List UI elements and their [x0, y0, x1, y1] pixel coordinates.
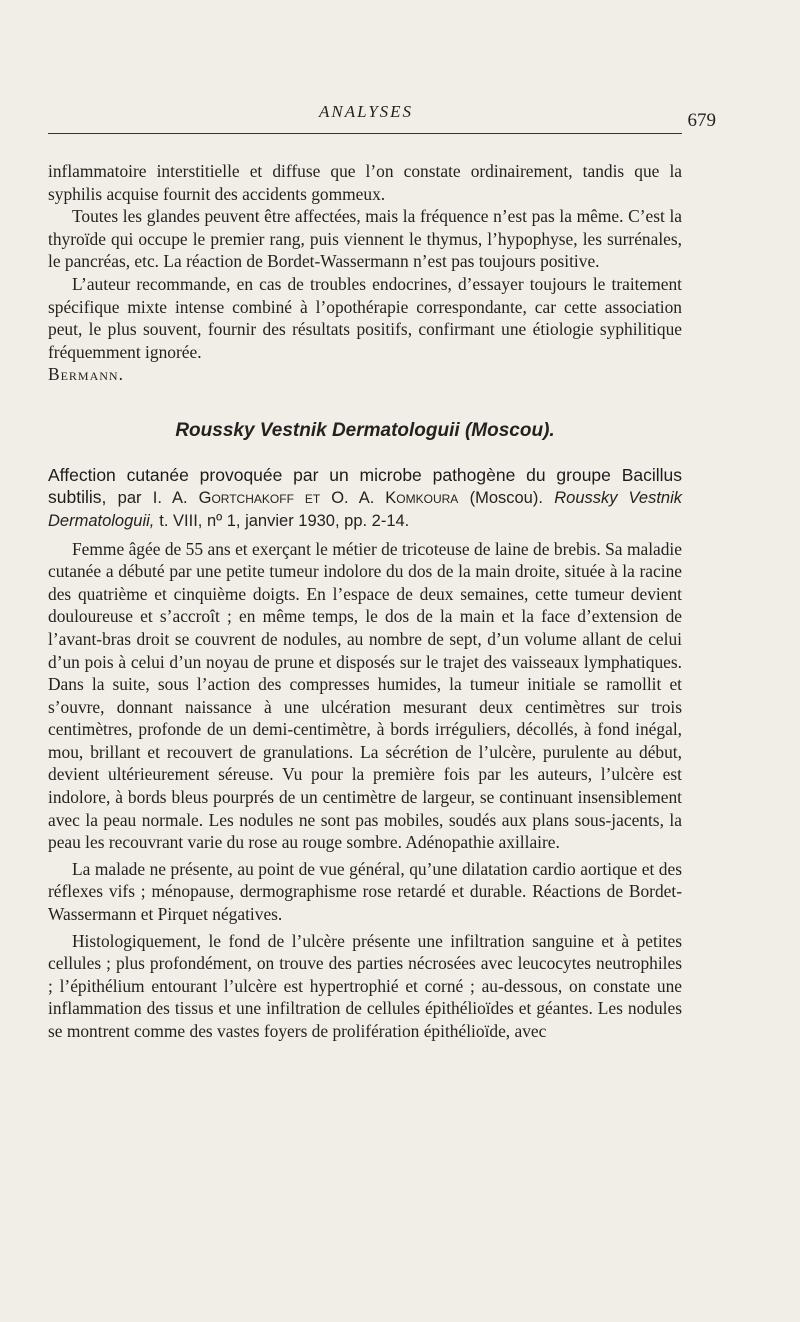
running-title: ANALYSES: [318, 102, 414, 121]
article-authors: I. A. Gortchakoff et O. A. Komkoura: [152, 488, 459, 507]
article-by: par: [117, 488, 142, 507]
paragraph-histology: Histologiquement, le fond de l’ulcère présente une infiltration sanguine et à petites cellules ; plus profondément, on trouve des parties nécrosées avec leucocytes neutrophiles ; l’épithélium entourant l’ulcère est hypertrophié et corné ; au-dessous, on constate une inflammation des tissus et une infiltration de cellules épithélioïdes et géantes. Les nodules se montrent comme des vastes foyers de prolifération épithélioïde, avec: [48, 930, 682, 1041]
article-title: Affection cutanée provoquée par un microbe pathogène du groupe Bacillus subtilis,: [48, 464, 682, 507]
page-body: [48, 160, 682, 1043]
paragraph-case: Femme âgée de 55 ans et exerçant le métier de tricoteuse de laine de brebis. Sa maladie cutanée a débuté par une petite tumeur indolore du dos de la main droite, située à la racine des quatrième et cinquième doigts. En l’espace de deux semaines, cette tumeur devient douloureuse et s’accroît ; en même temps, le dos de la main et la face d’extension de l’avant-bras droit se couvrent de nodules, au nombre de sept, d’un volume allant de celui d’un pois à celui d’un noyau de prune et disposés sur le trajet des vaisseaux lymphatiques. Dans la suite, sous l’action des compresses humides, la tumeur initiale se ramollit et s’ouvre, donnant naissance à une ulcération mesurant deux centimètres sur trois centimètres, profonde de un demi-centimètre, à bords irréguliers, décollés, à fond inégal, mou, brillant et recouvert de granulations. La sécrétion de l’ulcère, purulente au début, devient ultérieurement séreuse. Vu pour la première fois par les auteurs, l’ulcère est indolore, à bords bleus pourprés de un centimètre de largeur, se continuant insensiblement avec la peau normale. Les nodules ne sont pas mobiles, soudés aux plans sous-jacents, la peau les recouvrant varie du rose au rouge sombre. Adénopathie axillaire.: [48, 538, 682, 853]
article-location: (Moscou).: [469, 488, 543, 507]
article-citation: [48, 464, 682, 532]
paragraph-continued: inflammatoire interstitielle et diffuse que l’on constate ordinairement, tandis que la syphilis acquise fournit des accidents gommeux.: [48, 161, 682, 204]
journal-heading: Roussky Vestnik Dermatologuii (Moscou).: [175, 419, 555, 441]
paragraph-general: La malade ne présente, au point de vue général, qu’une dilatation cardio aortique et des réflexes vifs ; ménopause, dermographisme rose retardé et durable. Réactions de Bordet-Wassermann et Pirquet négatives.: [48, 858, 682, 925]
reviewer-signature: Bermann.: [48, 364, 124, 385]
paragraph-recommendation: L’auteur recommande, en cas de troubles endocrines, d’essayer toujours le traitement spécifique mixte intense combiné à l’opothérapie correspondante, car cette association peut, le plus souvent, fournir des résultats positifs, confirmant une étiologie syphilitique fréquemment ignorée.: [48, 273, 682, 362]
page-number: 679: [687, 110, 716, 131]
paragraph-glands: Toutes les glandes peuvent être affectées, mais la fréquence n’est pas la même. C’est la thyroïde qui occupe le premier rang, puis viennent le thymus, l’hypophyse, les surrénales, le pancréas, etc. La réaction de Bordet-Wassermann n’est pas toujours positive.: [48, 206, 682, 272]
header-rule: [48, 133, 682, 134]
article-source-journal: Roussky Vestnik Dermatologuii,: [48, 488, 682, 530]
article-source-details: t. VIII, nº 1, janvier 1930, pp. 2-14.: [159, 511, 410, 530]
running-header: [48, 102, 716, 132]
